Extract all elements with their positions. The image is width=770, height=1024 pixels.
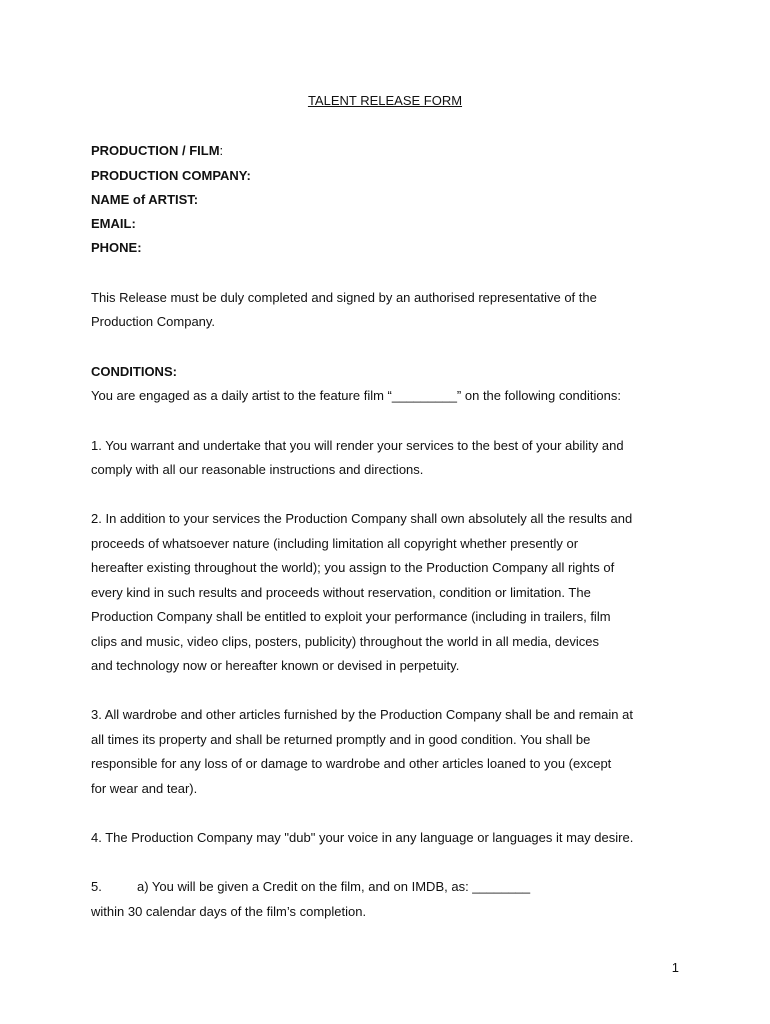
clause-2-line: every kind in such results and proceeds without reservation, condition or limitation. The <box>91 585 591 600</box>
field-production-film-label: PRODUCTION / FILM <box>91 143 220 158</box>
intro-line: Production Company. <box>91 314 216 329</box>
clause-5-number: 5. <box>91 879 102 894</box>
clause-3-line: 3. All wardrobe and other articles furnished by the Production Company shall be and remain at <box>91 707 633 722</box>
conditions-intro: You are engaged as a daily artist to the feature film “_________” on the following conditions: <box>91 388 621 403</box>
document-title: TALENT RELEASE FORM <box>307 93 463 108</box>
clause-3-line: all times its property and shall be returned promptly and in good condition. You shall be <box>91 732 591 747</box>
clause-2-line: and technology now or hereafter known or devised in perpetuity. <box>91 658 460 673</box>
field-production-film-colon: : <box>219 143 224 158</box>
clause-2-line: 2. In addition to your services the Production Company shall own absolutely all the results and <box>91 511 633 526</box>
field-phone: PHONE: <box>91 240 142 255</box>
clause-5-line-2: within 30 calendar days of the film’s completion. <box>91 904 367 919</box>
clause-5-line-1 <box>91 879 530 895</box>
field-artist-name: NAME of ARTIST: <box>91 192 199 207</box>
clause-3-line: for wear and tear). <box>91 781 198 796</box>
field-email: EMAIL: <box>91 216 136 231</box>
field-production-company: PRODUCTION COMPANY: <box>91 168 251 183</box>
conditions-heading: CONDITIONS: <box>91 364 177 379</box>
clause-4: 4. The Production Company may "dub" your voice in any language or languages it may desire. <box>91 830 634 845</box>
field-production-film <box>91 143 223 159</box>
clause-1-line: 1. You warrant and undertake that you will render your services to the best of your ability and <box>91 438 624 453</box>
clause-3-line: responsible for any loss of or damage to wardrobe and other articles loaned to you (except <box>91 756 612 771</box>
intro-line: This Release must be duly completed and signed by an authorised representative of the <box>91 290 597 305</box>
clause-2-line: proceeds of whatsoever nature (including limitation all copyright whether presently or <box>91 536 579 551</box>
clause-5-credit-text: a) You will be given a Credit on the film, and on IMDB, as: ________ <box>137 879 531 894</box>
clause-2-line: Production Company shall be entitled to exploit your performance (including in trailers, film <box>91 609 611 624</box>
clause-1-line: comply with all our reasonable instructions and directions. <box>91 462 424 477</box>
page-number: 1 <box>671 960 679 975</box>
clause-2-line: clips and music, video clips, posters, publicity) throughout the world in all media, devices <box>91 634 599 649</box>
clause-2-line: hereafter existing throughout the world); you assign to the Production Company all rights of <box>91 560 615 575</box>
